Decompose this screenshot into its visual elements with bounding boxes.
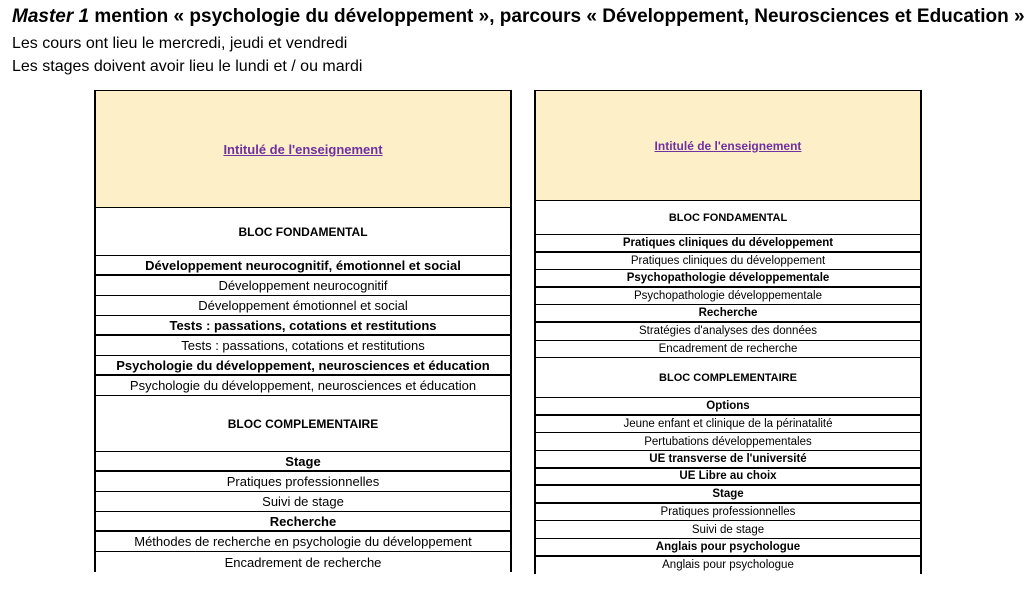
document-heading [12, 6, 1025, 28]
table-group-row: Psychologie du développement, neurosciences et éducation [96, 356, 510, 376]
table-group-row: Options [536, 398, 920, 416]
table-row: Suivi de stage [536, 521, 920, 539]
schedule-line-courses: Les cours ont lieu le mercredi, jeudi et vendredi [12, 35, 348, 52]
table-section-row: BLOC FONDAMENTAL [96, 208, 510, 256]
table-group-row: Développement neurocognitif, émotionnel et social [96, 256, 510, 276]
table-group-row: UE transverse de l'université [536, 451, 920, 469]
table-group-row: Stage [536, 486, 920, 504]
table-row: Encadrement de recherche [224, 554, 382, 570]
course-table-left [94, 90, 512, 572]
table-group-row: Tests : passations, cotations et restitutions [96, 316, 510, 336]
table-group-row: Anglais pour psychologue [536, 539, 920, 557]
table-header [536, 91, 920, 201]
schedule-line-internships: Les stages doivent avoir lieu le lundi et / ou mardi [12, 58, 363, 75]
table-row: Anglais pour psychologue [662, 559, 794, 572]
table-row: Pertubations développementales [536, 433, 920, 451]
table-row: Pratiques cliniques du développement [536, 253, 920, 271]
table-row: Suivi de stage [96, 492, 510, 512]
table-group-row: Stage [96, 452, 510, 472]
table-row: Encadrement de recherche [536, 341, 920, 359]
heading-master: Master 1 [12, 6, 90, 27]
table-header-label: Intitulé de l'enseignement [223, 141, 383, 157]
table-row: Stratégies d'analyses des données [536, 323, 920, 341]
table-row: Méthodes de recherche en psychologie du développement [96, 532, 510, 552]
table-section-row: BLOC FONDAMENTAL [536, 201, 920, 235]
table-group-row: Psychopathologie développementale [536, 270, 920, 288]
heading-rest: mention « psychologie du développement », parcours « Développement, Neurosciences et Education » [89, 6, 1025, 27]
table-row: Développement neurocognitif [96, 276, 510, 296]
table-group-row: Recherche [536, 305, 920, 323]
table-row: Pratiques professionnelles [536, 504, 920, 522]
table-row: Psychologie du développement, neurosciences et éducation [96, 376, 510, 396]
table-group-row: Pratiques cliniques du développement [536, 235, 920, 253]
table-rows [96, 208, 510, 572]
table-row: Jeune enfant et clinique de la périnatalité [536, 416, 920, 434]
course-table-right [534, 90, 922, 574]
table-row: Pratiques professionnelles [96, 472, 510, 492]
table-header [96, 91, 510, 208]
table-row: Psychopathologie développementale [536, 288, 920, 306]
table-group-row: UE Libre au choix [536, 469, 920, 487]
table-rows [536, 201, 920, 574]
table-section-row: BLOC COMPLEMENTAIRE [536, 358, 920, 398]
table-row: Tests : passations, cotations et restitutions [96, 336, 510, 356]
table-group-row: Recherche [96, 512, 510, 532]
table-section-row: BLOC COMPLEMENTAIRE [96, 396, 510, 452]
table-header-label: Intitulé de l'enseignement [654, 138, 802, 153]
table-row: Développement émotionnel et social [96, 296, 510, 316]
